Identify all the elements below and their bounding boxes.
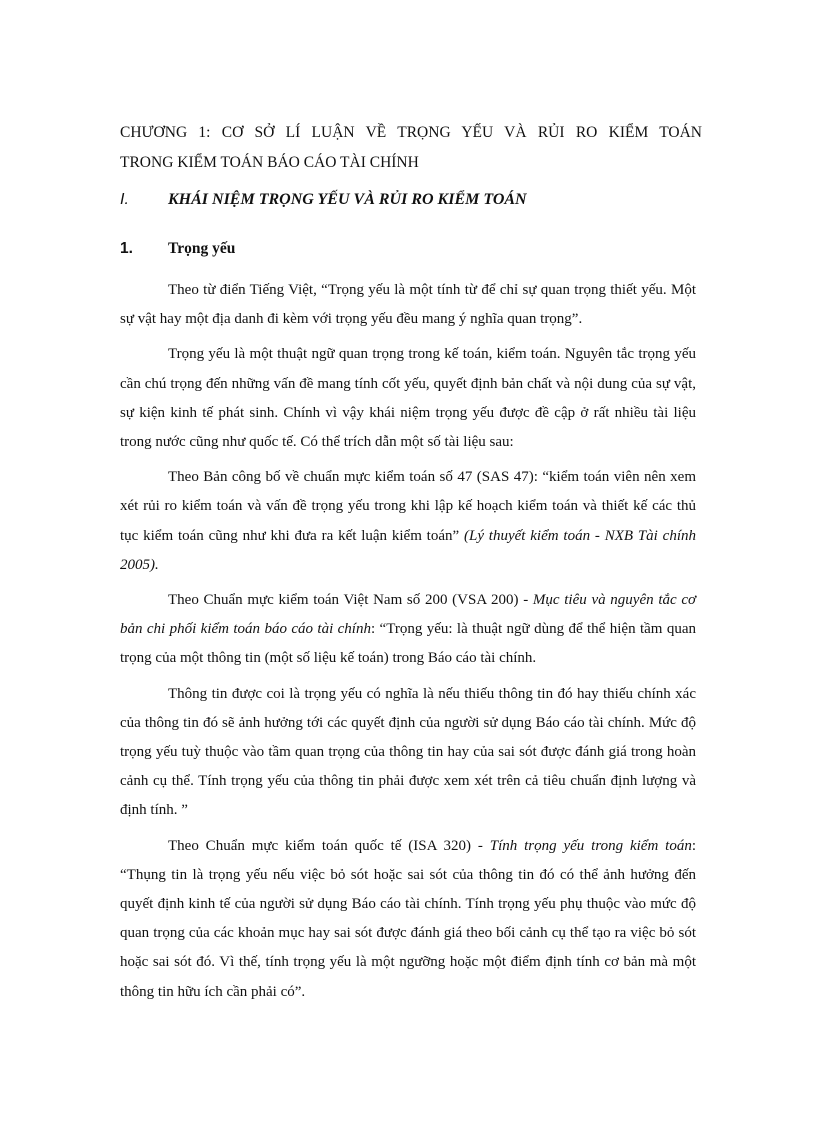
paragraph-isa320 (120, 832, 696, 1007)
chapter-title (120, 118, 702, 178)
subsection-title: Trọng yếu (168, 240, 236, 257)
section-title: KHÁI NIỆM TRỌNG YẾU VÀ RỦI RO KIỂM TOÁN (168, 191, 527, 208)
subsection-number: 1. (120, 240, 133, 257)
paragraph-definition-dictionary: Theo từ điển Tiếng Việt, “Trọng yếu là một tính từ để chỉ sự quan trọng thiết yếu. Một sự vật hay một địa danh đi kèm với trọng yếu đều mang ý nghĩa quan trọng”. (120, 282, 696, 328)
vsa200-lead: Theo Chuẩn mực kiểm toán Việt Nam số 200 (VSA 200) - (168, 592, 533, 609)
section-number: I. (120, 191, 129, 208)
chapter-title-line-1: CHƯƠNG 1: CƠ SỞ LÍ LUẬN VỀ TRỌNG YẾU VÀ RỦI RO KIỂM TOÁN (120, 124, 702, 141)
paragraph-sas47 (120, 463, 696, 580)
paragraph-materiality-concept: Trọng yếu là một thuật ngữ quan trọng trong kế toán, kiểm toán. Nguyên tắc trọng yếu cần chú trọng đến những vấn đề mang tính cốt yếu, quyết định bản chất và nội dung của sự vật, sự kiện kinh tế phát sinh. Chính vì vậy khái niệm trọng yếu được đề cập ở rất nhiều tài liệu trong nước cũng như quốc tế. Có thể trích dẫn một số tài liệu sau: (120, 346, 696, 451)
body-text (120, 276, 696, 1013)
section-heading (120, 191, 702, 209)
sas47-text: Theo Bản công bố về chuẩn mực kiểm toán số 47 (SAS 47): “kiểm toán viên nên xem xét rủi ro kiểm toán và vấn đề trọng yếu trong khi lập kế hoạch kiểm toán và thiết kế các thủ tục kiểm toán cũng như khi đưa ra kết luận kiểm toán” (120, 469, 696, 544)
chapter-title-line-2: TRONG KIỂM TOÁN BÁO CÁO TÀI CHÍNH (120, 154, 419, 171)
paragraph-vsa200 (120, 586, 696, 674)
isa320-lead: Theo Chuẩn mực kiểm toán quốc tế (ISA 320) - (168, 837, 490, 854)
isa320-text: : “Thụng tin là trọng yếu nếu việc bỏ sót hoặc sai sót của thông tin đó có thể ảnh hưởng đến quyết định kinh tế của người sử dụng Báo cáo tài chính. Tính trọng yếu phụ thuộc vào mức độ quan trọng của các khoản mục hay sai sót được đánh giá theo bối cảnh cụ thể tạo ra việc bỏ sót hoặc sai sót đó. Vì thế, tính trọng yếu là một ngưỡng hoặc một điểm định tính cơ bản mà một thông tin hữu ích cần phải có”. (120, 837, 696, 1000)
subsection-heading (120, 240, 702, 258)
isa320-title: Tính trọng yếu trong kiểm toán (489, 837, 692, 854)
vsa200-title: Mục tiêu và nguyên tắc cơ bản chi phối kiểm toán báo cáo tài chính (120, 592, 697, 638)
vsa200-text: : “Trọng yếu: là thuật ngữ dùng để thể hiện tầm quan trọng của một thông tin (một số liệu kế toán) trong Báo cáo tài chính. (120, 621, 697, 667)
paragraph-information-materiality: Thông tin được coi là trọng yếu có nghĩa là nếu thiếu thông tin đó hay thiếu chính xác của thông tin đó sẽ ảnh hưởng tới các quyết định của người sử dụng Báo cáo tài chính. Mức độ trọng yếu tuỳ thuộc vào tầm quan trọng của thông tin hay của sai sót được đánh giá trong hoàn cảnh cụ thể. Tính trọng yếu của thông tin phải được xem xét trên cả tiêu chuẩn định lượng và định tính. ” (120, 685, 696, 819)
sas47-citation: (Lý thuyết kiểm toán - NXB Tài chính 2005). (120, 527, 696, 573)
